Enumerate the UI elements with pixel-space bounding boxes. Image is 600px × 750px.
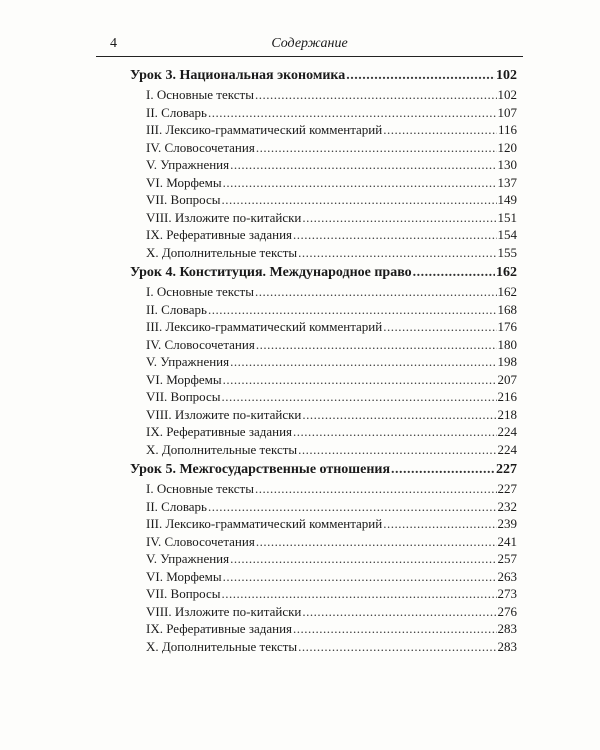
toc-page-number: 227	[497, 481, 517, 496]
toc-entry-label: I. Основные тексты	[146, 481, 254, 496]
dot-leader	[256, 336, 497, 354]
toc-entry	[130, 371, 517, 389]
toc-entry	[130, 480, 517, 498]
toc-page-number: 257	[497, 551, 517, 566]
dot-leader	[230, 353, 496, 371]
dot-leader	[298, 441, 496, 459]
toc-entry	[130, 318, 517, 336]
dot-leader	[208, 301, 497, 319]
dot-leader	[256, 139, 497, 157]
page-number: 4	[110, 36, 117, 51]
toc-page-number: 154	[497, 227, 517, 242]
toc-page-number: 239	[497, 516, 517, 531]
toc-lesson	[130, 66, 517, 261]
toc-entry-label: VI. Морфемы	[146, 568, 222, 584]
toc-entry-label: VIII. Изложите по-китайски	[146, 603, 302, 619]
toc-entry	[130, 86, 517, 104]
toc-page-number: 102	[497, 87, 517, 102]
dot-leader	[298, 638, 496, 656]
toc-entry	[130, 191, 517, 209]
toc-entry	[130, 301, 517, 319]
dot-leader	[302, 406, 496, 424]
toc-page-number: 130	[497, 157, 517, 172]
toc-lesson-title-row	[130, 460, 517, 480]
toc-lesson-title: Урок 4. Конституция. Международное право	[130, 265, 412, 280]
toc-entry	[130, 423, 517, 441]
toc-entry	[130, 515, 517, 533]
page-header	[96, 34, 523, 57]
toc-entry-label: III. Лексико-грамматический комментарий	[146, 122, 383, 137]
dot-leader	[293, 226, 496, 244]
toc-entry-label: VI. Морфемы	[146, 174, 222, 190]
toc-page-number: 168	[497, 301, 517, 317]
dot-leader	[413, 263, 495, 283]
toc-entry-label: V. Упражнения	[146, 354, 230, 369]
toc-entry-label: VIII. Изложите по-китайски	[146, 406, 302, 422]
dot-leader	[298, 244, 496, 262]
dot-leader	[255, 86, 497, 104]
toc-entry-label: X. Дополнительные тексты	[146, 244, 298, 260]
toc-page-number: 107	[497, 104, 517, 120]
dot-leader	[293, 620, 496, 638]
toc-entry-label: IX. Реферативные задания	[146, 227, 293, 242]
running-title: Содержание	[271, 36, 348, 51]
dot-leader	[302, 209, 496, 227]
toc-entry-label: II. Словарь	[146, 301, 207, 317]
toc-page-number: 276	[497, 603, 517, 619]
dot-leader	[230, 550, 496, 568]
toc-entry-label: I. Основные тексты	[146, 87, 254, 102]
dot-leader	[230, 156, 496, 174]
dot-leader	[222, 191, 497, 209]
toc-page-number: 207	[497, 371, 517, 387]
toc-entry-label: V. Упражнения	[146, 157, 230, 172]
dot-leader	[383, 318, 496, 336]
toc-page-number: 227	[496, 462, 517, 477]
dot-leader	[255, 480, 497, 498]
toc-entry	[130, 498, 517, 516]
toc-entry-label: VII. Вопросы	[146, 192, 221, 207]
toc-lesson-title-row	[130, 263, 517, 283]
toc-entry	[130, 336, 517, 354]
toc-page-number: 263	[497, 568, 517, 584]
toc-page-number: 180	[497, 336, 517, 352]
toc-page-number: 283	[497, 621, 517, 636]
toc-entry	[130, 209, 517, 227]
toc-entry-label: II. Словарь	[146, 498, 207, 514]
toc-entry-label: VI. Морфемы	[146, 371, 222, 387]
toc-entry	[130, 441, 517, 459]
toc-lesson-title-row	[130, 66, 517, 86]
dot-leader	[383, 515, 496, 533]
toc-page-number: 216	[497, 389, 517, 404]
toc-entry	[130, 283, 517, 301]
toc-entry	[130, 174, 517, 192]
toc-page-number: 151	[497, 209, 517, 225]
toc-entry	[130, 550, 517, 568]
toc-entry-label: III. Лексико-грамматический комментарий	[146, 516, 383, 531]
toc-entry-label: V. Упражнения	[146, 551, 230, 566]
toc-entry	[130, 139, 517, 157]
toc-page-number: 218	[497, 406, 517, 422]
toc-page-number: 155	[497, 244, 517, 260]
toc-entry	[130, 620, 517, 638]
toc-entry	[130, 533, 517, 551]
toc-entry	[130, 568, 517, 586]
dot-leader	[223, 568, 497, 586]
dot-leader	[383, 121, 497, 139]
toc-page-number: 149	[497, 192, 517, 207]
toc-entry	[130, 638, 517, 656]
toc-entry-label: IX. Реферативные задания	[146, 424, 293, 439]
dot-leader	[222, 388, 497, 406]
toc-entry-label: VII. Вопросы	[146, 586, 221, 601]
toc-lesson	[130, 460, 517, 655]
toc-entry-label: VIII. Изложите по-китайски	[146, 209, 302, 225]
toc-entry-label: X. Дополнительные тексты	[146, 638, 298, 654]
dot-leader	[391, 460, 495, 480]
toc-page-number: 283	[497, 638, 517, 654]
toc-entry	[130, 226, 517, 244]
toc-page-number: 232	[497, 498, 517, 514]
toc-entry-label: VII. Вопросы	[146, 389, 221, 404]
toc-entry	[130, 603, 517, 621]
toc-entry	[130, 104, 517, 122]
toc-lesson	[130, 263, 517, 458]
toc-page-number: 162	[497, 284, 517, 299]
toc-lesson-title: Урок 3. Национальная экономика	[130, 68, 346, 83]
dot-leader	[302, 603, 496, 621]
dot-leader	[223, 174, 497, 192]
dot-leader	[256, 533, 497, 551]
toc-entry-label: I. Основные тексты	[146, 284, 254, 299]
toc-entry	[130, 244, 517, 262]
toc-entry	[130, 406, 517, 424]
dot-leader	[208, 104, 497, 122]
toc-page-number: 224	[497, 441, 517, 457]
toc-entry-label: II. Словарь	[146, 104, 207, 120]
toc-page-number: 102	[496, 68, 517, 83]
dot-leader	[222, 585, 497, 603]
toc-entry-label: IV. Словосочетания	[146, 336, 255, 352]
toc-page-number: 241	[497, 533, 517, 549]
dot-leader	[208, 498, 497, 516]
dot-leader	[346, 66, 495, 86]
toc-page-number: 273	[497, 586, 517, 601]
toc-entry-label: IX. Реферативные задания	[146, 621, 293, 636]
toc-page-number: 176	[497, 319, 517, 334]
toc-page-number: 224	[497, 424, 517, 439]
toc-page-number: 116	[497, 122, 517, 137]
toc-page-number: 120	[497, 139, 517, 155]
toc-entry	[130, 388, 517, 406]
toc-entry	[130, 121, 517, 139]
toc-page-number: 162	[496, 265, 517, 280]
dot-leader	[293, 423, 496, 441]
toc-entry-label: IV. Словосочетания	[146, 139, 255, 155]
toc-lesson-title: Урок 5. Межгосударственные отношения	[130, 462, 391, 477]
toc-entry	[130, 585, 517, 603]
toc-page-number: 137	[497, 174, 517, 190]
toc-page-number: 198	[497, 354, 517, 369]
dot-leader	[255, 283, 497, 301]
toc-entry	[130, 353, 517, 371]
toc-entry-label: III. Лексико-грамматический комментарий	[146, 319, 383, 334]
toc-entry	[130, 156, 517, 174]
dot-leader	[223, 371, 497, 389]
toc-entry-label: IV. Словосочетания	[146, 533, 255, 549]
toc-entry-label: X. Дополнительные тексты	[146, 441, 298, 457]
